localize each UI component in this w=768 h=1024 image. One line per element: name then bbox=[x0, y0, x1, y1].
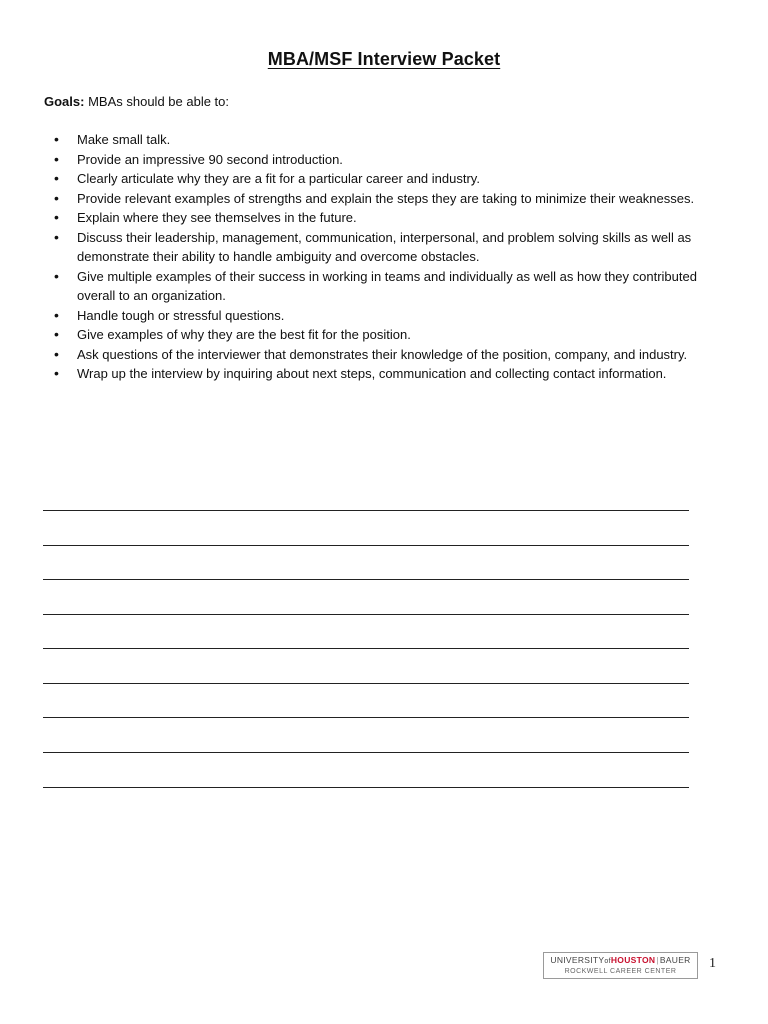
goals-line bbox=[44, 93, 229, 110]
university-logo bbox=[543, 952, 698, 979]
list-item: • Discuss their leadership, management, communication, interpersonal, and problem solving skills as well as demonstrate their ability to handle ambiguity and overcome obstacles. bbox=[44, 228, 734, 267]
logo-separator: | bbox=[656, 955, 659, 965]
goals-bullet-list bbox=[44, 130, 734, 384]
logo-subtitle: ROCKWELL CAREER CENTER bbox=[564, 968, 677, 975]
logo-bauer: BAUER bbox=[659, 955, 691, 965]
writing-line bbox=[43, 614, 689, 615]
writing-line bbox=[43, 648, 689, 649]
page-title: MBA/MSF Interview Packet bbox=[267, 49, 501, 69]
list-item: • Clearly articulate why they are a fit for a particular career and industry. bbox=[44, 169, 734, 189]
writing-line bbox=[43, 787, 689, 788]
list-item: • Give multiple examples of their success in working in teams and individually as well as how they contributed overall to an organization. bbox=[44, 267, 734, 306]
list-item: • Explain where they see themselves in the future. bbox=[44, 208, 734, 228]
list-item: • Wrap up the interview by inquiring about next steps, communication and collecting contact information. bbox=[44, 364, 734, 384]
logo-university: UNIVERSITY bbox=[550, 955, 605, 965]
writing-line bbox=[43, 752, 689, 753]
logo-houston: HOUSTON bbox=[610, 955, 656, 965]
writing-line bbox=[43, 717, 689, 718]
list-item: • Provide relevant examples of strengths and explain the steps they are taking to minimize their weaknesses. bbox=[44, 189, 734, 209]
logo-of: of bbox=[604, 958, 611, 965]
writing-line bbox=[43, 683, 689, 684]
list-item: • Give examples of why they are the best fit for the position. bbox=[44, 325, 734, 345]
list-item: • Make small talk. bbox=[44, 130, 734, 150]
goals-label: Goals: bbox=[44, 94, 85, 109]
writing-line bbox=[43, 579, 689, 580]
list-item: • Provide an impressive 90 second introduction. bbox=[44, 150, 734, 170]
writing-line bbox=[43, 545, 689, 546]
writing-line bbox=[43, 510, 689, 511]
goals-text: MBAs should be able to: bbox=[84, 94, 229, 109]
list-item: • Ask questions of the interviewer that demonstrates their knowledge of the position, company, and industry. bbox=[44, 345, 734, 365]
logo-wordmark bbox=[544, 955, 697, 967]
page-number: 1 bbox=[709, 956, 716, 971]
list-item: • Handle tough or stressful questions. bbox=[44, 306, 734, 326]
